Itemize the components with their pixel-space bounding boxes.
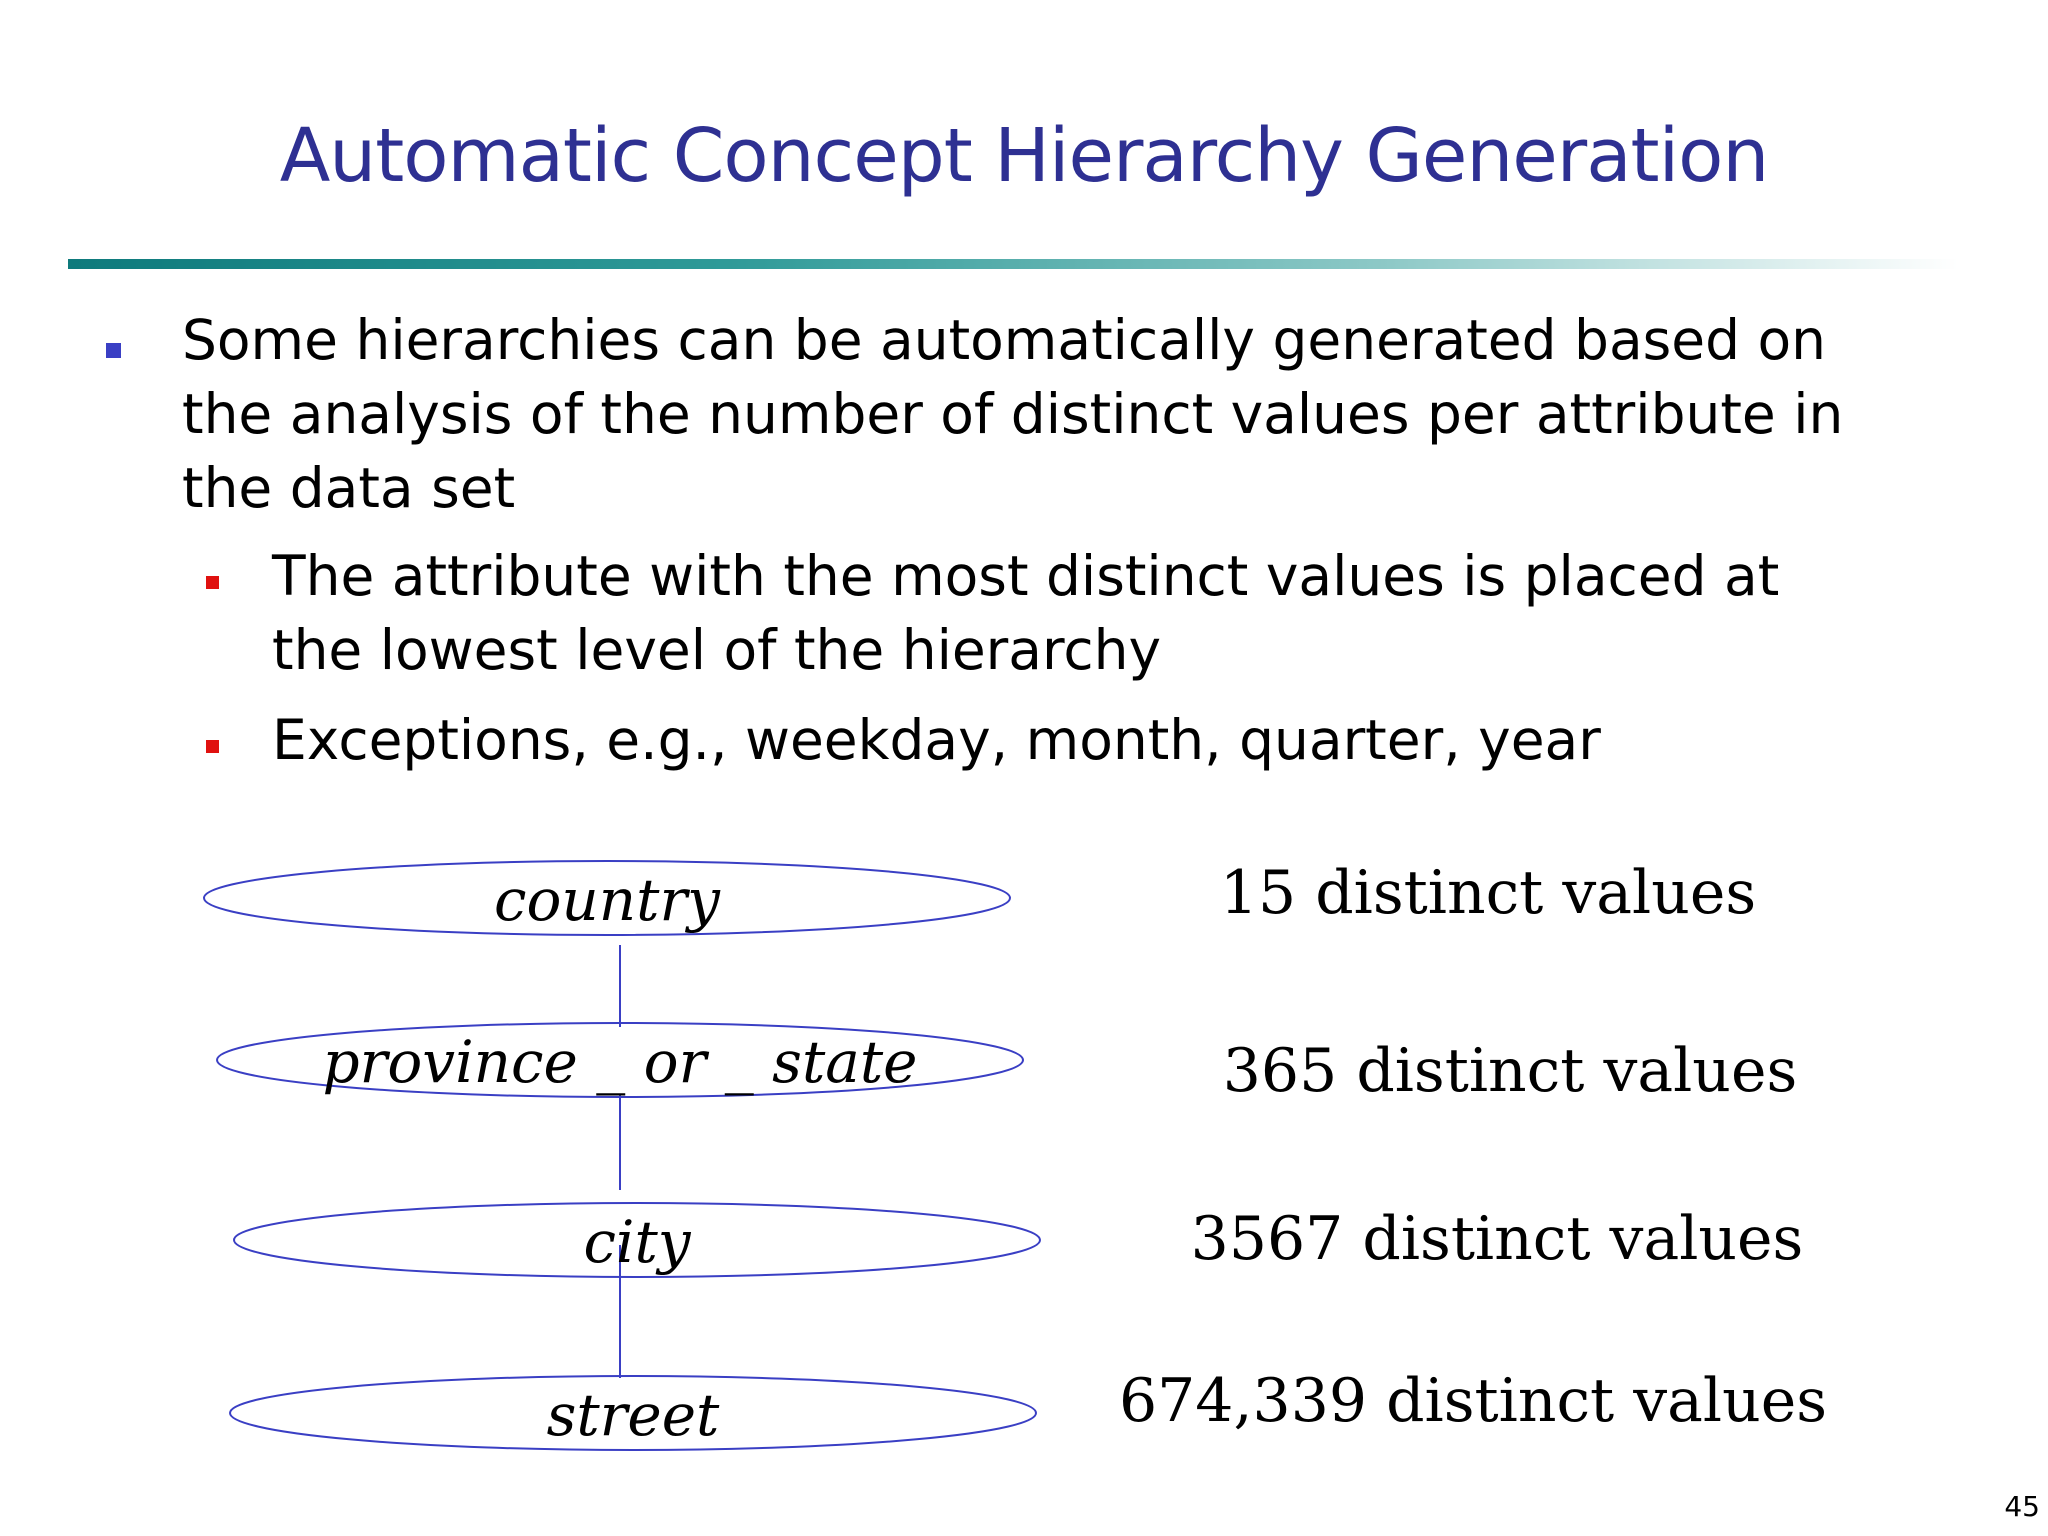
sub-bullet-text-2: Exceptions, e.g., weekday, month, quarter, year	[272, 708, 1601, 772]
country-count-label: 15 distinct values	[1219, 858, 1757, 928]
city-count-label: 3567 distinct values	[1190, 1204, 1804, 1274]
country-label: country	[494, 866, 720, 934]
province-count-label: 365 distinct values	[1222, 1036, 1798, 1106]
city-label: city	[583, 1208, 691, 1276]
slide-title: Automatic Concept Hierarchy Generation	[279, 113, 1769, 199]
province-or-state-label: province _ or _ state	[322, 1028, 918, 1096]
street-count-label: 674,339 distinct values	[1118, 1366, 1828, 1436]
main-bullet-text: Some hierarchies can be automatically generated based on the analysis of the number of distinct values per attribute in the data set	[182, 308, 1844, 520]
street-label: street	[546, 1381, 720, 1449]
sub-bullet-text-1: The attribute with the most distinct values is placed at the lowest level of the hierarchy	[272, 544, 1780, 682]
page-number: 45	[2004, 1490, 2040, 1523]
